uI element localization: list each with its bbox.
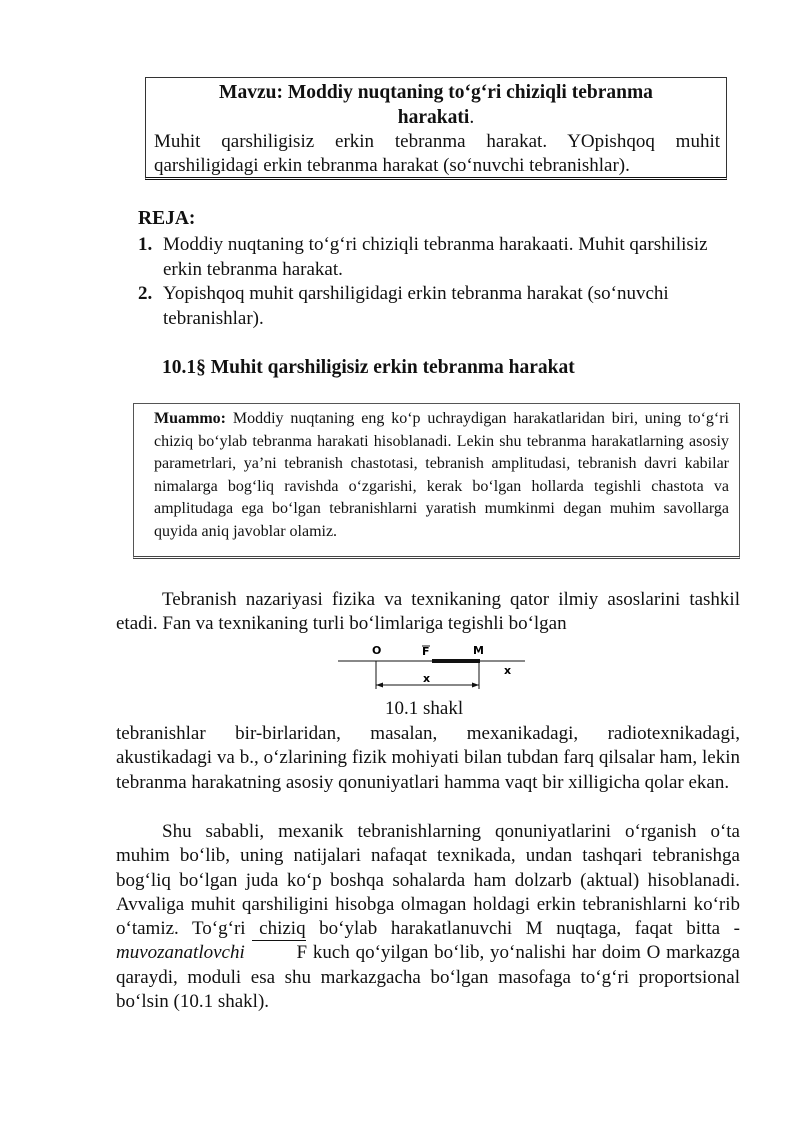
plan-title: REJA: [138, 208, 196, 229]
plan-item-number: 1. [138, 234, 153, 255]
topic-title [146, 80, 726, 130]
topic-title-line1: Mavzu: Moddiy nuqtaning to‘g‘ri chiziqli tebranma [219, 82, 653, 103]
problem-text [154, 408, 729, 543]
dim-arrow-left [376, 683, 383, 688]
label-m: M [473, 644, 484, 657]
paragraph-intro: Tebranish nazariyasi fizika va texnikaning qator ilmiy asoslarini tashkil etadi. Fan va texnikaning turli bo‘limlariga tegishli bo‘lgan [116, 589, 740, 635]
plan-item-text: Moddiy nuqtaning to‘g‘ri chiziqli tebranma harakaati. Muhit qarshilisiz erkin tebranma harakat. [163, 234, 708, 280]
paragraph-main [116, 820, 740, 1014]
plan-item [138, 233, 738, 282]
topic-title-line2: harakati [397, 107, 470, 128]
force-vector-symbol: F [251, 941, 308, 965]
label-x-axis: x [504, 664, 512, 677]
figure-caption: 10.1 shakl [385, 698, 464, 719]
paragraph-main-part1: Shu sababli, mexanik tebranishlarning qonuniyatlarini o‘rganish o‘ta muhim bo‘lib, uning natijalari nafaqat texnikada, undan tashqari tebranishga bog‘liq bo‘lgan juda ko‘p boshqa sohalarda ham dolzarb (aktual) hisoblanadi. Avvaliga muhit qarshiligini hisobga olmagan holdagi erkin tebranishlarni ko‘rib o‘tamiz. To‘g‘ri chiziq bo‘ylab harakatlanuvchi M nuqtaga, faqat bitta - [116, 821, 740, 940]
paragraph-main-part2: kuch qo‘yilgan bo‘lib, yo‘nalishi har doim O markazga qaraydi, moduli esa shu markazgacha bo‘lgan masofaga to‘g‘ri proportsional bo‘lsin (10.1 shakl). [116, 942, 740, 1013]
topic-box [145, 77, 727, 180]
problem-box [133, 403, 740, 559]
plan-item-number: 2. [138, 283, 153, 304]
problem-body: Moddiy nuqtaning eng ko‘p uchraydigan harakatlaridan biri, uning to‘g‘ri chiziq bo‘ylab tebranma harakati hisoblanadi. Lekin shu tebranma harakatlarning asosiy parametrlari, ya’ni tebranish chastotasi, tebranish amplitudasi, tebranish davri kabilar nimalarga bog‘liq ravishda o‘zgarishi, kerak bo‘lgan hollarda tegishli chastota va amplitudaga ega bo‘lgan tebranishlarni yaratish mumkinmi degan muhim savollarga quyida aniq javoblar olamiz. [154, 410, 729, 540]
section-heading: 10.1§ Muhit qarshiligisiz erkin tebranma harakat [162, 357, 575, 378]
label-f: F [422, 645, 430, 658]
paragraph-intro-continued: tebranishlar bir-birlaridan, masalan, mexanikadagi, radiotexnikadagi, akustikadagi va b., o‘zlarining fizik mohiyati bilan tubdan farq qilsalar ham, lekin tebranma harakatning asosiy qonuniyatlari hamma vaqt bir xilligicha qolar ekan. [116, 723, 740, 793]
label-o: O [372, 644, 382, 657]
topic-subtitle: Muhit qarshiligisiz erkin tebranma harakat. YOpishqoq muhit qarshiligidagi erkin tebranma harakat (so‘nuvchi tebranishlar). [154, 131, 720, 176]
problem-label: Muammo: [154, 410, 226, 427]
plan-item-text: Yopishqoq muhit qarshiligidagi erkin tebranma harakat (so‘nuvchi tebranishlar). [163, 283, 669, 329]
figure-10-1 [330, 643, 530, 693]
paragraph-main-italic: muvozanatlovchi [116, 942, 245, 964]
topic-title-period: . [469, 107, 475, 128]
dim-arrow-right [472, 683, 479, 688]
plan-item [138, 282, 738, 331]
label-x-dim: x [423, 672, 431, 685]
plan-list [138, 233, 738, 331]
